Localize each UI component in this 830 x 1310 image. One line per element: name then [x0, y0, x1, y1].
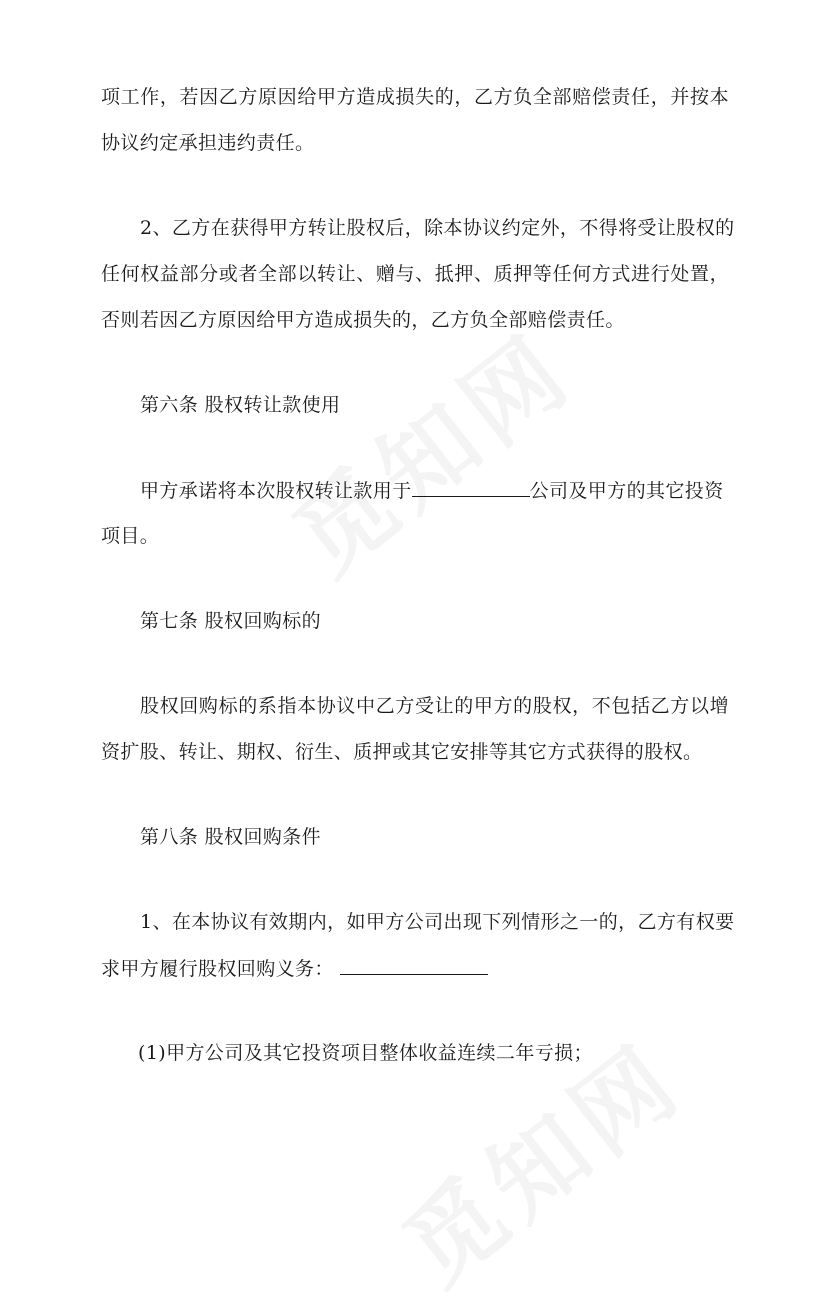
paragraph-line	[140, 478, 724, 503]
paragraph-line: (1)甲方公司及其它投资项目整体收益连续二年亏损；	[138, 1042, 593, 1064]
fill-in-blank[interactable]	[340, 956, 488, 975]
paragraph-line: 1、在本协议有效期内，如甲方公司出现下列情形之一的，乙方有权要	[140, 911, 735, 933]
paragraph-line: 项目。	[101, 525, 160, 547]
paragraph-line	[101, 956, 488, 981]
paragraph-line: 股权回购标的系指本协议中乙方受让的甲方的股权，不包括乙方以增	[140, 695, 729, 717]
paragraph-text: 求甲方履行股权回购义务：	[101, 958, 334, 980]
article-heading: 第七条 股权回购标的	[140, 610, 322, 632]
paragraph-line: 项工作，若因乙方原因给甲方造成损失的，乙方负全部赔偿责任，并按本	[101, 86, 729, 108]
article-heading: 第八条 股权回购条件	[140, 826, 322, 848]
paragraph-text: 公司及甲方的其它投资	[529, 480, 724, 502]
paragraph-text: 甲方承诺将本次股权转让款用于	[140, 480, 412, 502]
paragraph-line: 任何权益部分或者全部以转让、赠与、抵押、质押等任何方式进行处置，	[101, 263, 729, 285]
paragraph-line: 否则若因乙方原因给甲方造成损失的，乙方负全部赔偿责任。	[101, 309, 625, 331]
watermark	[262, 297, 597, 601]
article-heading: 第六条 股权转让款使用	[140, 394, 341, 416]
paragraph-line: 资扩股、转让、期权、衍生、质押或其它安排等其它方式获得的股权。	[101, 741, 703, 763]
paragraph-line: 2、乙方在获得甲方转让股权后，除本协议约定外，不得将受让股权的	[140, 217, 735, 239]
fill-in-blank[interactable]	[412, 478, 530, 497]
paragraph-line: 协议约定承担违约责任。	[101, 132, 315, 154]
